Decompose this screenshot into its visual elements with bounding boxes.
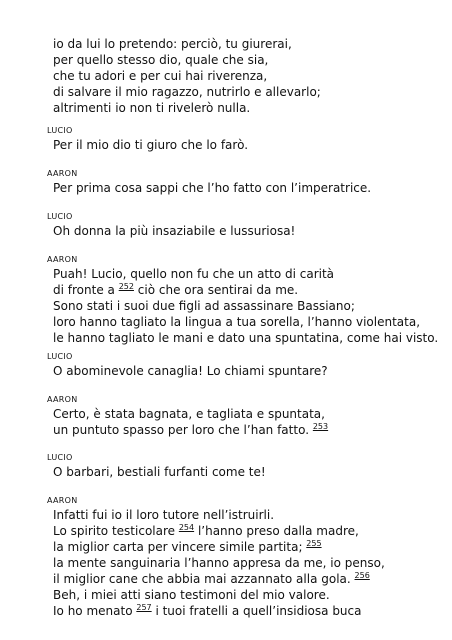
verse-line [53,266,334,282]
verse-line [53,314,420,330]
line-text: il miglior cane che abbia mai azzannato alla gola. [53,572,355,586]
line-text: Oh donna la più insaziabile e lussuriosa! [53,224,296,238]
line-text: i tuoi fratelli a quell’insidiosa buca [151,604,362,618]
speaker-name: LUCIO [47,453,73,462]
line-text: Per prima cosa sappi che l’ho fatto con l’imperatrice. [53,181,372,195]
speaker-name: AARON [47,395,78,404]
footnote-ref[interactable]: 252 [118,282,134,291]
line-text: O abominevole canaglia! Lo chiami spuntare? [53,364,328,378]
line-text: ciò che ora sentirai da me. [133,283,299,297]
verse-line [53,223,295,239]
verse-line [53,68,267,84]
verse-line [53,422,328,438]
verse-line [53,363,328,379]
line-text: la miglior carta per vincere simile partita; [53,540,307,554]
line-text: che tu adori e per cui hai riverenza, [53,69,268,83]
verse-line [53,298,355,314]
line-text: Lo spirito testicolare [53,524,179,538]
line-text: le hanno tagliato le mani e dato una spuntatina, come hai visto. [53,331,439,345]
speaker-name: AARON [47,169,78,178]
verse-line [53,406,325,422]
verse-line [53,555,385,571]
verse-line [53,137,248,153]
footnote-ref[interactable]: 253 [312,422,329,431]
line-text: Beh, i miei atti siano testimoni del mio valore. [53,588,330,602]
verse-line [53,282,298,298]
verse-line [53,330,438,346]
line-text: Per il mio dio ti giuro che lo farò. [53,138,249,152]
verse-line [53,571,370,587]
verse-line [53,52,268,68]
speaker-name: AARON [47,496,78,505]
line-text: la mente sanguinaria l’hanno appresa da me, io penso, [53,556,385,570]
speaker-name: LUCIO [47,212,73,221]
speaker-name: LUCIO [47,126,73,135]
line-text: loro hanno tagliato la lingua a tua sorella, l’hanno violentata, [53,315,421,329]
line-text: Certo, è stata bagnata, e tagliata e spuntata, [53,407,325,421]
verse-line [53,523,359,539]
footnote-ref[interactable]: 255 [306,539,322,548]
line-text: O barbari, bestiali furfanti come te! [53,465,266,479]
line-text: Sono stati i suoi due figli ad assassinare Bassiano; [53,299,355,313]
verse-line [53,36,292,52]
verse-line [53,507,274,523]
footnote-ref[interactable]: 256 [354,571,370,580]
line-text: di salvare il mio ragazzo, nutrirlo e allevarlo; [53,85,321,99]
line-text: un puntuto spasso per loro che l’han fatto. [53,423,313,437]
verse-line [53,84,321,100]
speaker-name: AARON [47,255,78,264]
verse-line [53,587,330,603]
verse-line [53,539,322,555]
footnote-ref[interactable]: 254 [178,523,195,532]
verse-line [53,100,250,116]
line-text: per quello stesso dio, quale che sia, [53,53,269,67]
line-text: Infatti fui io il loro tutore nell’istruirli. [53,508,275,522]
verse-line [53,464,266,480]
line-text: Io ho menato [53,604,137,618]
line-text: l’hanno preso dalla madre, [194,524,359,538]
verse-line [53,603,362,619]
speaker-name: LUCIO [47,352,73,361]
line-text: io da lui lo pretendo: perciò, tu giurerai, [53,37,292,51]
line-text: Puah! Lucio, quello non fu che un atto di carità [53,267,335,281]
line-text: di fronte a [53,283,119,297]
verse-line [53,180,371,196]
line-text: altrimenti io non ti rivelerò nulla. [53,101,251,115]
footnote-ref[interactable]: 257 [136,603,152,612]
